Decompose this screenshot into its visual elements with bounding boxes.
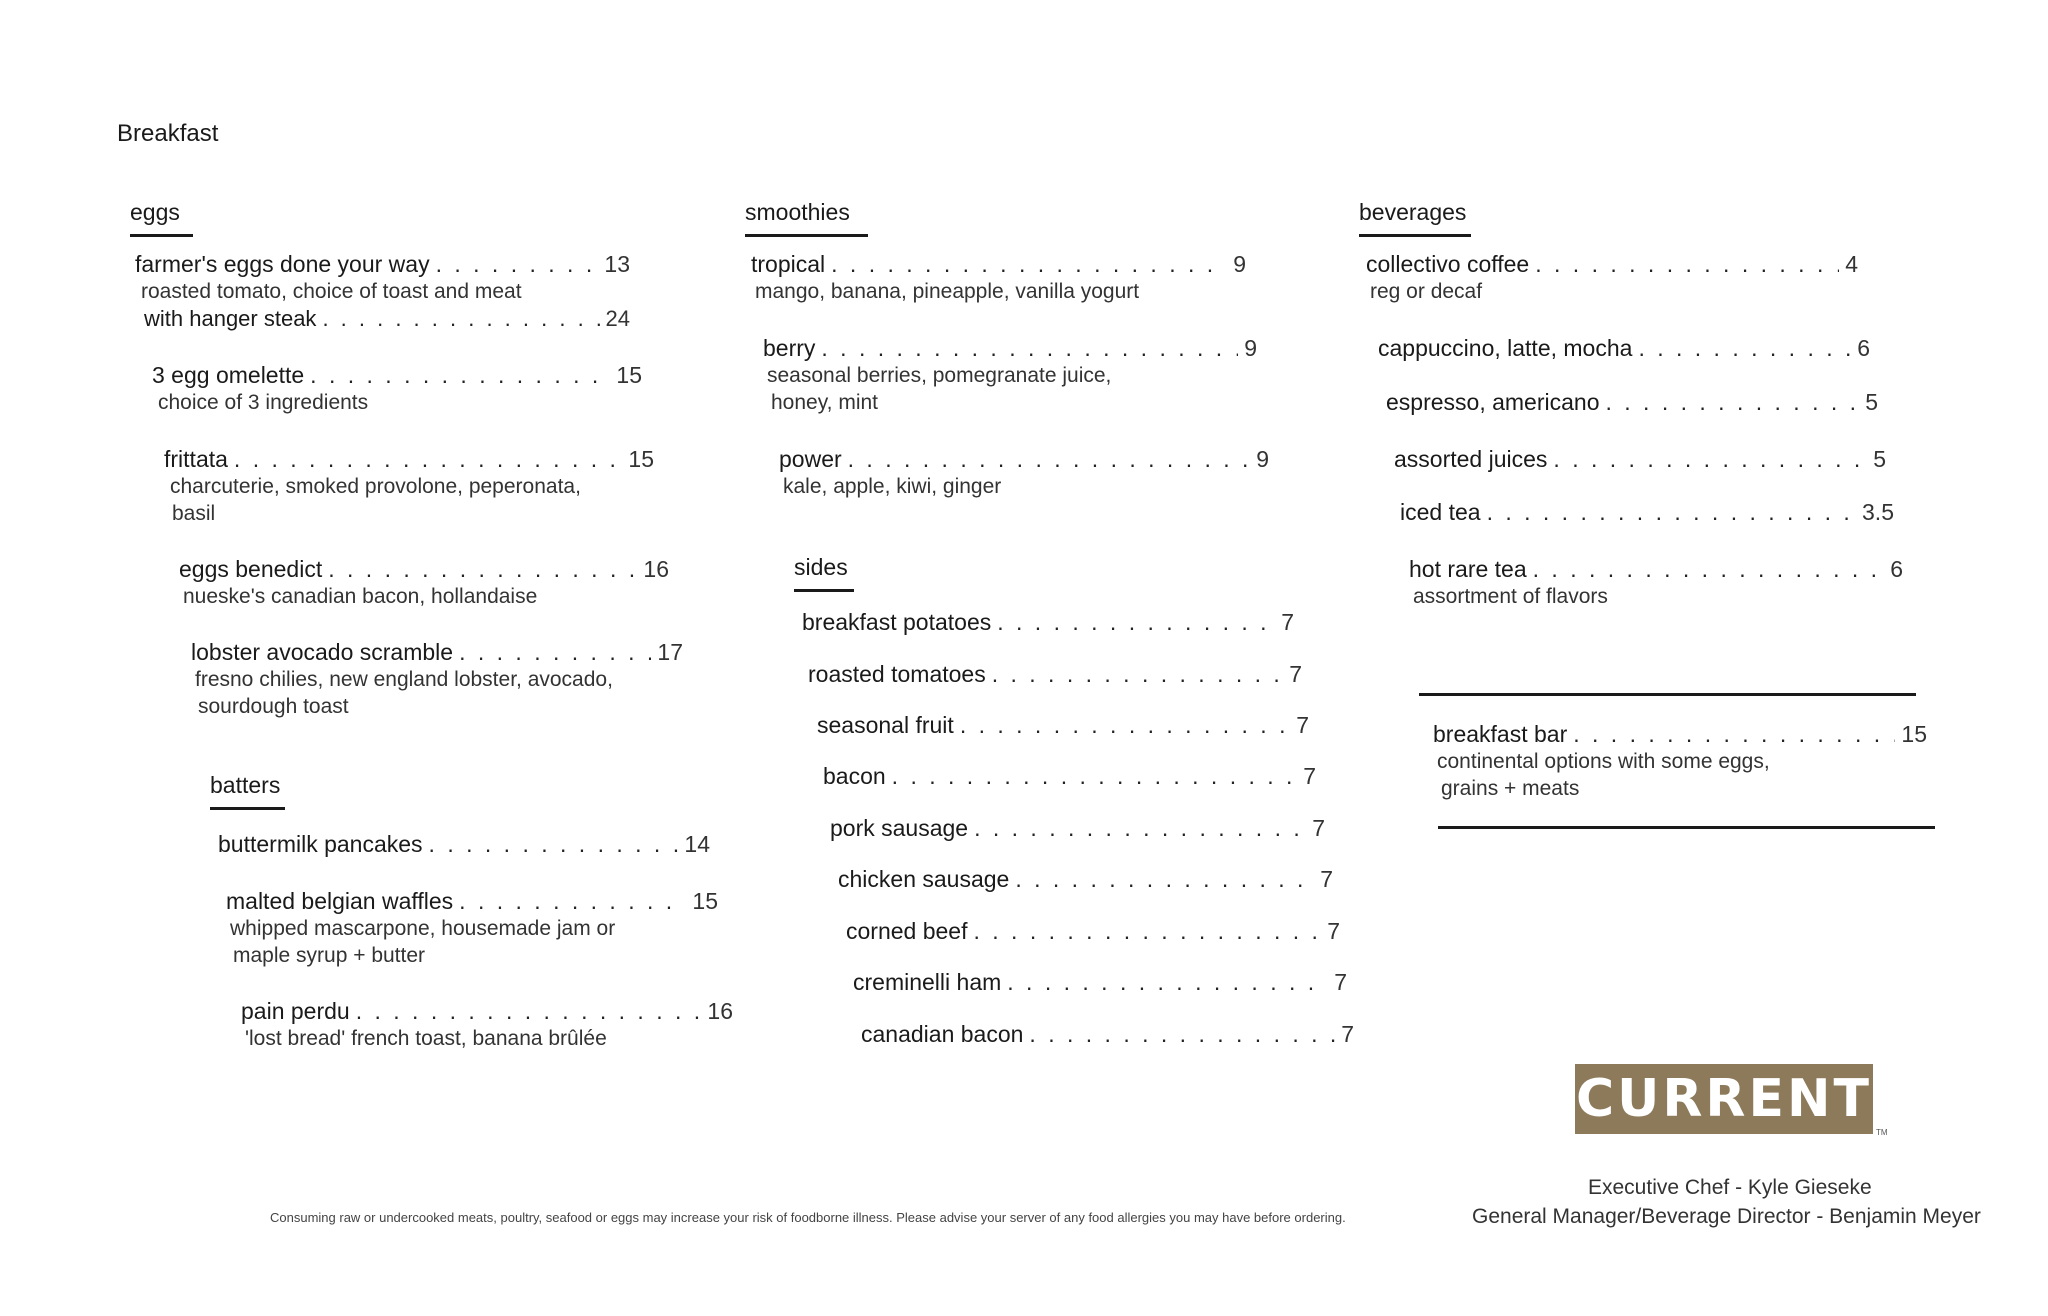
item-name: canadian bacon: [861, 1021, 1024, 1047]
menu-item: [152, 361, 642, 416]
item-price: 6: [1890, 556, 1903, 582]
dot-leader: [1029, 1020, 1335, 1048]
item-name: bacon: [823, 763, 886, 789]
breakfast-bar-top-rule: [1419, 693, 1916, 696]
item-price: 7: [1327, 918, 1340, 944]
dot-leader: [848, 445, 1251, 473]
item-price: 3.5: [1862, 499, 1894, 525]
item-name: roasted tomatoes: [808, 661, 986, 687]
item-name: assorted juices: [1394, 446, 1548, 472]
item-description: mango, banana, pineapple, vanilla yogurt: [755, 280, 1140, 303]
item-price: 17: [657, 639, 683, 665]
item-name: pain perdu: [241, 998, 350, 1024]
item-name: pork sausage: [830, 815, 969, 841]
menu-item: [763, 334, 1257, 416]
dot-leader: [821, 334, 1238, 362]
item-description: assortment of flavors: [1413, 585, 1608, 608]
item-description: fresno chilies, new england lobster, avocado,: [195, 668, 613, 691]
item-description: grains + meats: [1441, 777, 1580, 800]
trademark-mark: TM: [1876, 1128, 1888, 1137]
item-name: iced tea: [1400, 499, 1481, 525]
dot-leader: [310, 361, 610, 389]
section-heading-beverages: beverages: [1359, 199, 1467, 225]
section-rule-smoothies: [745, 234, 868, 237]
item-price: 14: [684, 831, 710, 857]
item-price: 9: [1244, 335, 1257, 361]
menu-item: [802, 608, 1294, 636]
item-description: nueske's canadian bacon, hollandaise: [183, 585, 538, 608]
item-price: 15: [616, 362, 642, 388]
item-price: 15: [692, 888, 718, 914]
menu-item: [808, 660, 1302, 688]
dot-leader: [322, 305, 599, 333]
dot-leader: [1638, 334, 1851, 362]
item-price: 7: [1303, 763, 1316, 789]
item-name: seasonal fruit: [817, 712, 954, 738]
dot-leader: [1535, 250, 1839, 278]
menu-item: [853, 968, 1347, 996]
item-description: roasted tomato, choice of toast and meat: [141, 280, 522, 303]
menu-item: [241, 997, 733, 1052]
menu-item: [1400, 498, 1894, 526]
menu-item: [1386, 388, 1878, 416]
item-description: whipped mascarpone, housemade jam or: [230, 917, 616, 940]
item-price: 7: [1334, 969, 1347, 995]
section-rule-beverages: [1359, 234, 1471, 237]
item-description: seasonal berries, pomegranate juice,: [767, 364, 1112, 387]
item-name: berry: [763, 335, 816, 361]
dot-leader: [1487, 498, 1856, 526]
menu-item: [861, 1020, 1354, 1048]
menu-item: [817, 711, 1309, 739]
dot-leader: [429, 830, 679, 858]
dot-leader: [831, 250, 1227, 278]
item-price: 15: [1901, 721, 1927, 747]
dot-leader: [997, 608, 1275, 636]
item-description: reg or decaf: [1370, 280, 1483, 303]
item-price: 5: [1865, 389, 1878, 415]
item-name: tropical: [751, 251, 826, 277]
item-price: 7: [1296, 712, 1309, 738]
item-price: 15: [628, 446, 654, 472]
item-price: 7: [1312, 815, 1325, 841]
item-price: 5: [1873, 446, 1886, 472]
item-name: buttermilk pancakes: [218, 831, 423, 857]
item-name: malted belgian waffles: [226, 888, 454, 914]
menu-item: [164, 445, 654, 527]
item-name: farmer's eggs done your way: [135, 251, 430, 277]
item-name: with hanger steak: [144, 306, 317, 331]
item-description: basil: [172, 502, 216, 525]
item-name: lobster avocado scramble: [191, 639, 454, 665]
breakfast-bar-bottom-rule: [1438, 826, 1935, 829]
section-rule-eggs: [130, 234, 193, 237]
item-name: 3 egg omelette: [152, 362, 305, 388]
item-price: 7: [1341, 1021, 1354, 1047]
menu-item: [218, 830, 710, 858]
item-name: collectivo coffee: [1366, 251, 1530, 277]
menu-item: [1378, 334, 1870, 362]
section-heading-batters: batters: [210, 772, 281, 798]
item-price: 13: [604, 251, 630, 277]
item-name: corned beef: [846, 918, 968, 944]
item-price: 7: [1320, 866, 1333, 892]
item-price: 9: [1233, 251, 1246, 277]
item-name: breakfast bar: [1433, 721, 1568, 747]
item-price: 7: [1281, 609, 1294, 635]
item-name: power: [779, 446, 842, 472]
general-manager: General Manager/Beverage Director - Benjamin Meyer: [1472, 1205, 1981, 1228]
item-description: honey, mint: [771, 391, 878, 414]
menu-item: [830, 814, 1325, 842]
menu-item: [838, 865, 1333, 893]
item-description: kale, apple, kiwi, ginger: [783, 475, 1002, 498]
menu-item: [191, 638, 683, 720]
item-description: maple syrup + butter: [233, 944, 426, 967]
item-description: 'lost bread' french toast, banana brûlée: [245, 1027, 607, 1050]
dot-leader: [1573, 720, 1895, 748]
item-name: eggs benedict: [179, 556, 323, 582]
menu-item: [1409, 555, 1903, 610]
dot-leader: [1533, 555, 1885, 583]
current-logo: CURRENT: [1575, 1064, 1873, 1134]
dot-leader: [992, 660, 1283, 688]
item-description: choice of 3 ingredients: [158, 391, 369, 414]
dot-leader: [1553, 445, 1867, 473]
executive-chef: Executive Chef - Kyle Gieseke: [1588, 1176, 1872, 1199]
item-name: creminelli ham: [853, 969, 1002, 995]
menu-item: [226, 887, 718, 969]
item-description: sourdough toast: [198, 695, 349, 718]
item-name: chicken sausage: [838, 866, 1010, 892]
menu-item: [846, 917, 1340, 945]
dot-leader: [960, 711, 1290, 739]
item-price: 16: [707, 998, 733, 1024]
dot-leader: [459, 887, 686, 915]
dot-leader: [1606, 388, 1860, 416]
menu-item: [1366, 250, 1858, 305]
breakfast-bar: [1433, 720, 1927, 802]
dot-leader: [1015, 865, 1314, 893]
page-title: Breakfast: [117, 120, 219, 147]
item-price: 6: [1857, 335, 1870, 361]
item-price: 7: [1289, 661, 1302, 687]
dot-leader: [1007, 968, 1328, 996]
item-price: 16: [643, 556, 669, 582]
dot-leader: [973, 917, 1321, 945]
menu-item: [823, 762, 1316, 790]
item-name: espresso, americano: [1386, 389, 1600, 415]
dot-leader: [356, 997, 702, 1025]
section-rule-sides: [794, 589, 854, 592]
menu-item: [179, 555, 669, 610]
item-price: 9: [1256, 446, 1269, 472]
section-heading-sides: sides: [794, 554, 848, 580]
item-name: cappuccino, latte, mocha: [1378, 335, 1633, 361]
dot-leader: [436, 250, 599, 278]
menu-item: [779, 445, 1269, 500]
food-safety-disclaimer: Consuming raw or undercooked meats, poultry, seafood or eggs may increase your risk of foodborne illness. Please advise your server of any food allergies you may have before ordering.: [270, 1210, 1346, 1225]
menu-item: [135, 250, 630, 333]
item-name: breakfast potatoes: [802, 609, 992, 635]
dot-leader: [974, 814, 1306, 842]
item-name: hot rare tea: [1409, 556, 1527, 582]
section-rule-batters: [210, 807, 285, 810]
item-description: continental options with some eggs,: [1437, 750, 1770, 773]
menu-item: [751, 250, 1246, 305]
item-name: frittata: [164, 446, 228, 472]
item-description: charcuterie, smoked provolone, peperonata,: [170, 475, 581, 498]
item-price: 24: [605, 306, 630, 331]
menu-item: [1394, 445, 1886, 473]
dot-leader: [459, 638, 651, 666]
section-heading-smoothies: smoothies: [745, 199, 850, 225]
dot-leader: [328, 555, 637, 583]
section-heading-eggs: eggs: [130, 199, 180, 225]
dot-leader: [234, 445, 622, 473]
dot-leader: [892, 762, 1298, 790]
item-price: 4: [1845, 251, 1858, 277]
